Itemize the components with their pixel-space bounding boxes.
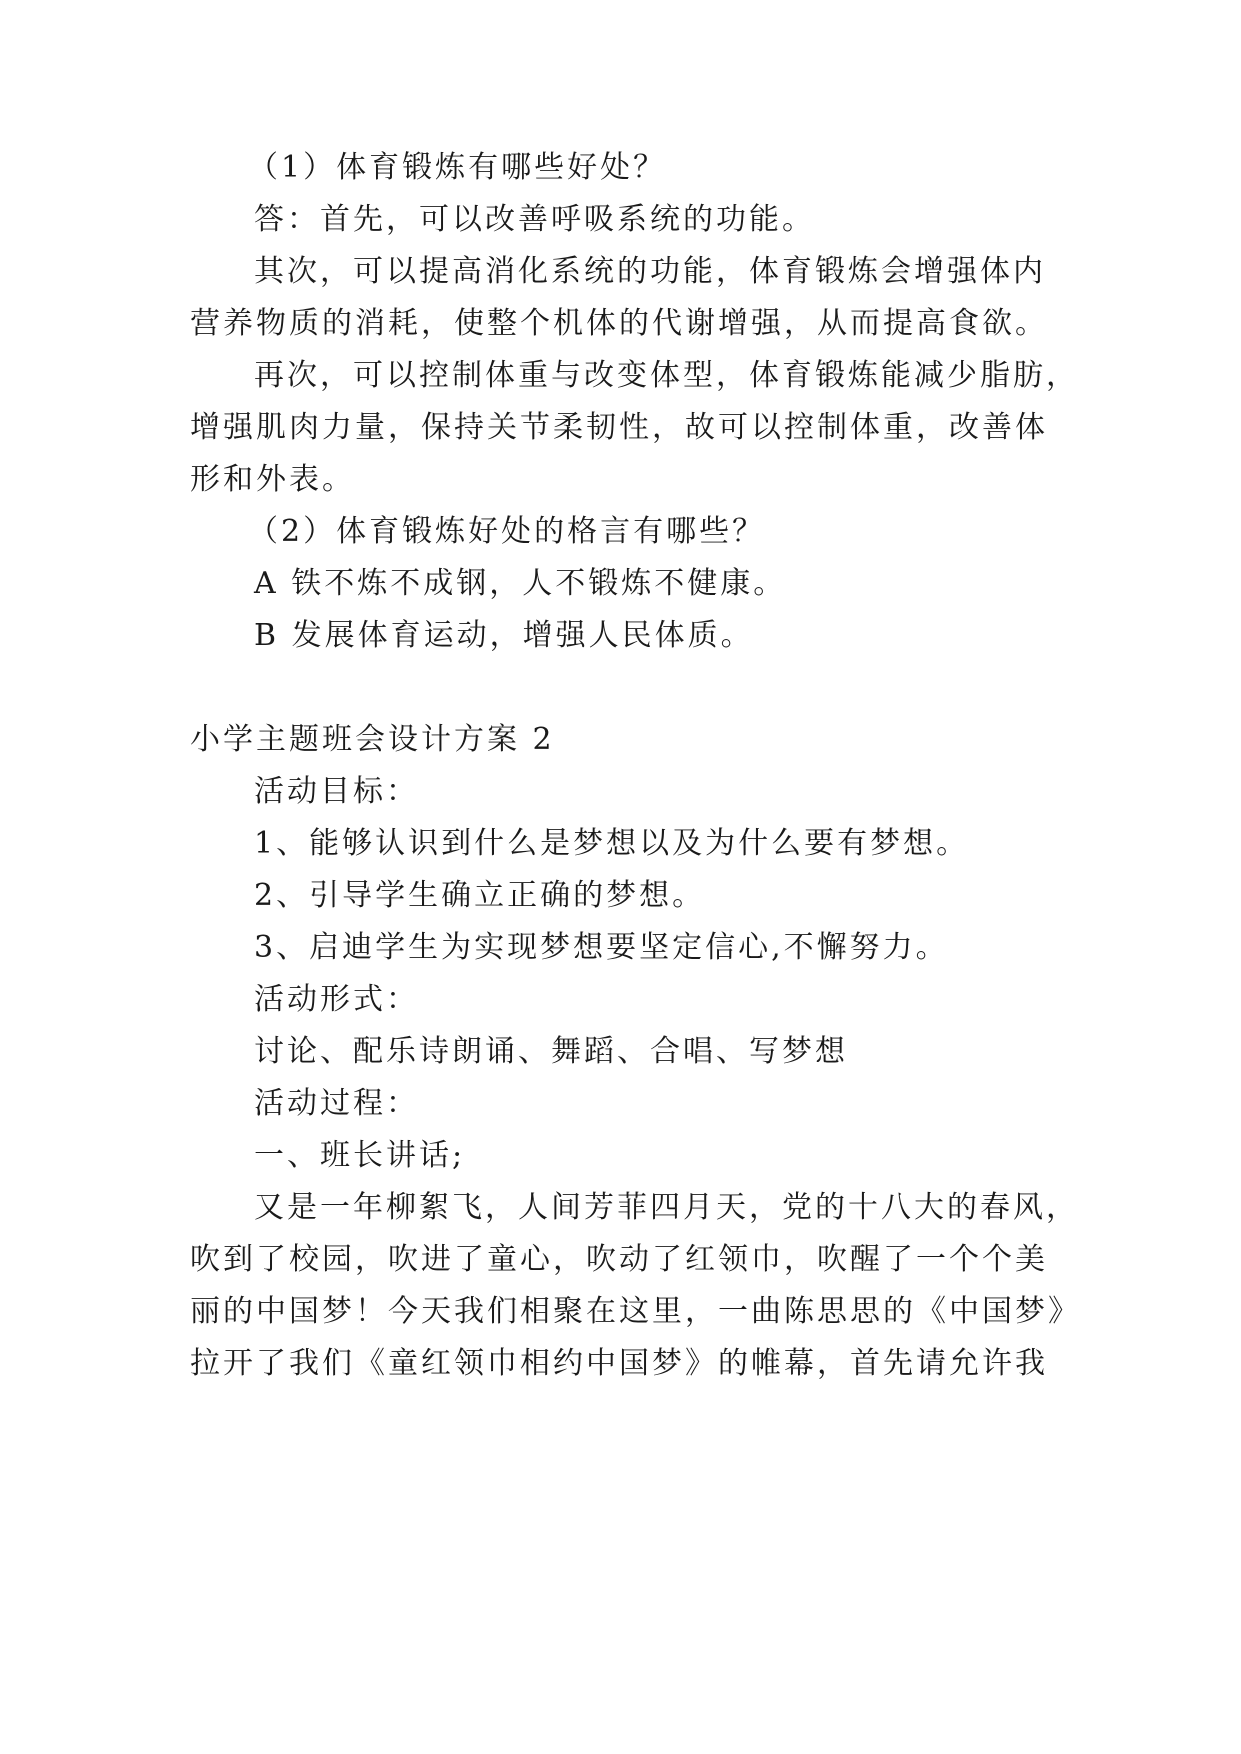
form-heading: 活动形式：	[254, 982, 419, 1017]
question-1: （1）体育锻炼有哪些好处？	[248, 150, 667, 185]
process-heading: 活动过程：	[254, 1086, 419, 1121]
goals-heading: 活动目标：	[254, 774, 419, 809]
goal-3: 3、启迪学生为实现梦想要坚定信心,不懈努力。	[254, 930, 949, 965]
speech-line-1: 又是一年柳絮飞，人间芳菲四月天，党的十八大的春风，	[254, 1190, 1079, 1225]
speech-line-3: 丽的中国梦！今天我们相聚在这里，一曲陈思思的《中国梦》	[190, 1294, 1081, 1329]
paragraph-2-line-1: 其次，可以提高消化系统的功能，体育锻炼会增强体内	[254, 254, 1046, 289]
paragraph-3-line-1: 再次，可以控制体重与改变体型，体育锻炼能减少脂肪，	[254, 358, 1079, 393]
motto-a: A 铁不炼不成钢，人不锻炼不健康。	[254, 566, 787, 601]
question-2: （2）体育锻炼好处的格言有哪些？	[248, 514, 766, 549]
paragraph-3-line-3: 形和外表。	[190, 462, 355, 497]
paragraph-2-line-2: 营养物质的消耗，使整个机体的代谢增强，从而提高食欲。	[190, 306, 1048, 341]
speech-line-4: 拉开了我们《童红领巾相约中国梦》的帷幕，首先请允许我	[190, 1346, 1048, 1381]
paragraph-3-line-2: 增强肌肉力量，保持关节柔韧性，故可以控制体重，改善体	[190, 410, 1048, 445]
section-title: 小学主题班会设计方案 2	[190, 722, 555, 757]
speech-line-2: 吹到了校园，吹进了童心，吹动了红领巾，吹醒了一个个美	[190, 1242, 1048, 1277]
motto-b: B 发展体育运动，增强人民体质。	[254, 618, 754, 653]
goal-2: 2、引导学生确立正确的梦想。	[254, 878, 706, 913]
step-1: 一、班长讲话;	[254, 1138, 466, 1173]
answer-1: 答：首先，可以改善呼吸系统的功能。	[254, 202, 815, 237]
form-text: 讨论、配乐诗朗诵、舞蹈、合唱、写梦想	[254, 1034, 848, 1069]
goal-1: 1、能够认识到什么是梦想以及为什么要有梦想。	[254, 826, 970, 861]
